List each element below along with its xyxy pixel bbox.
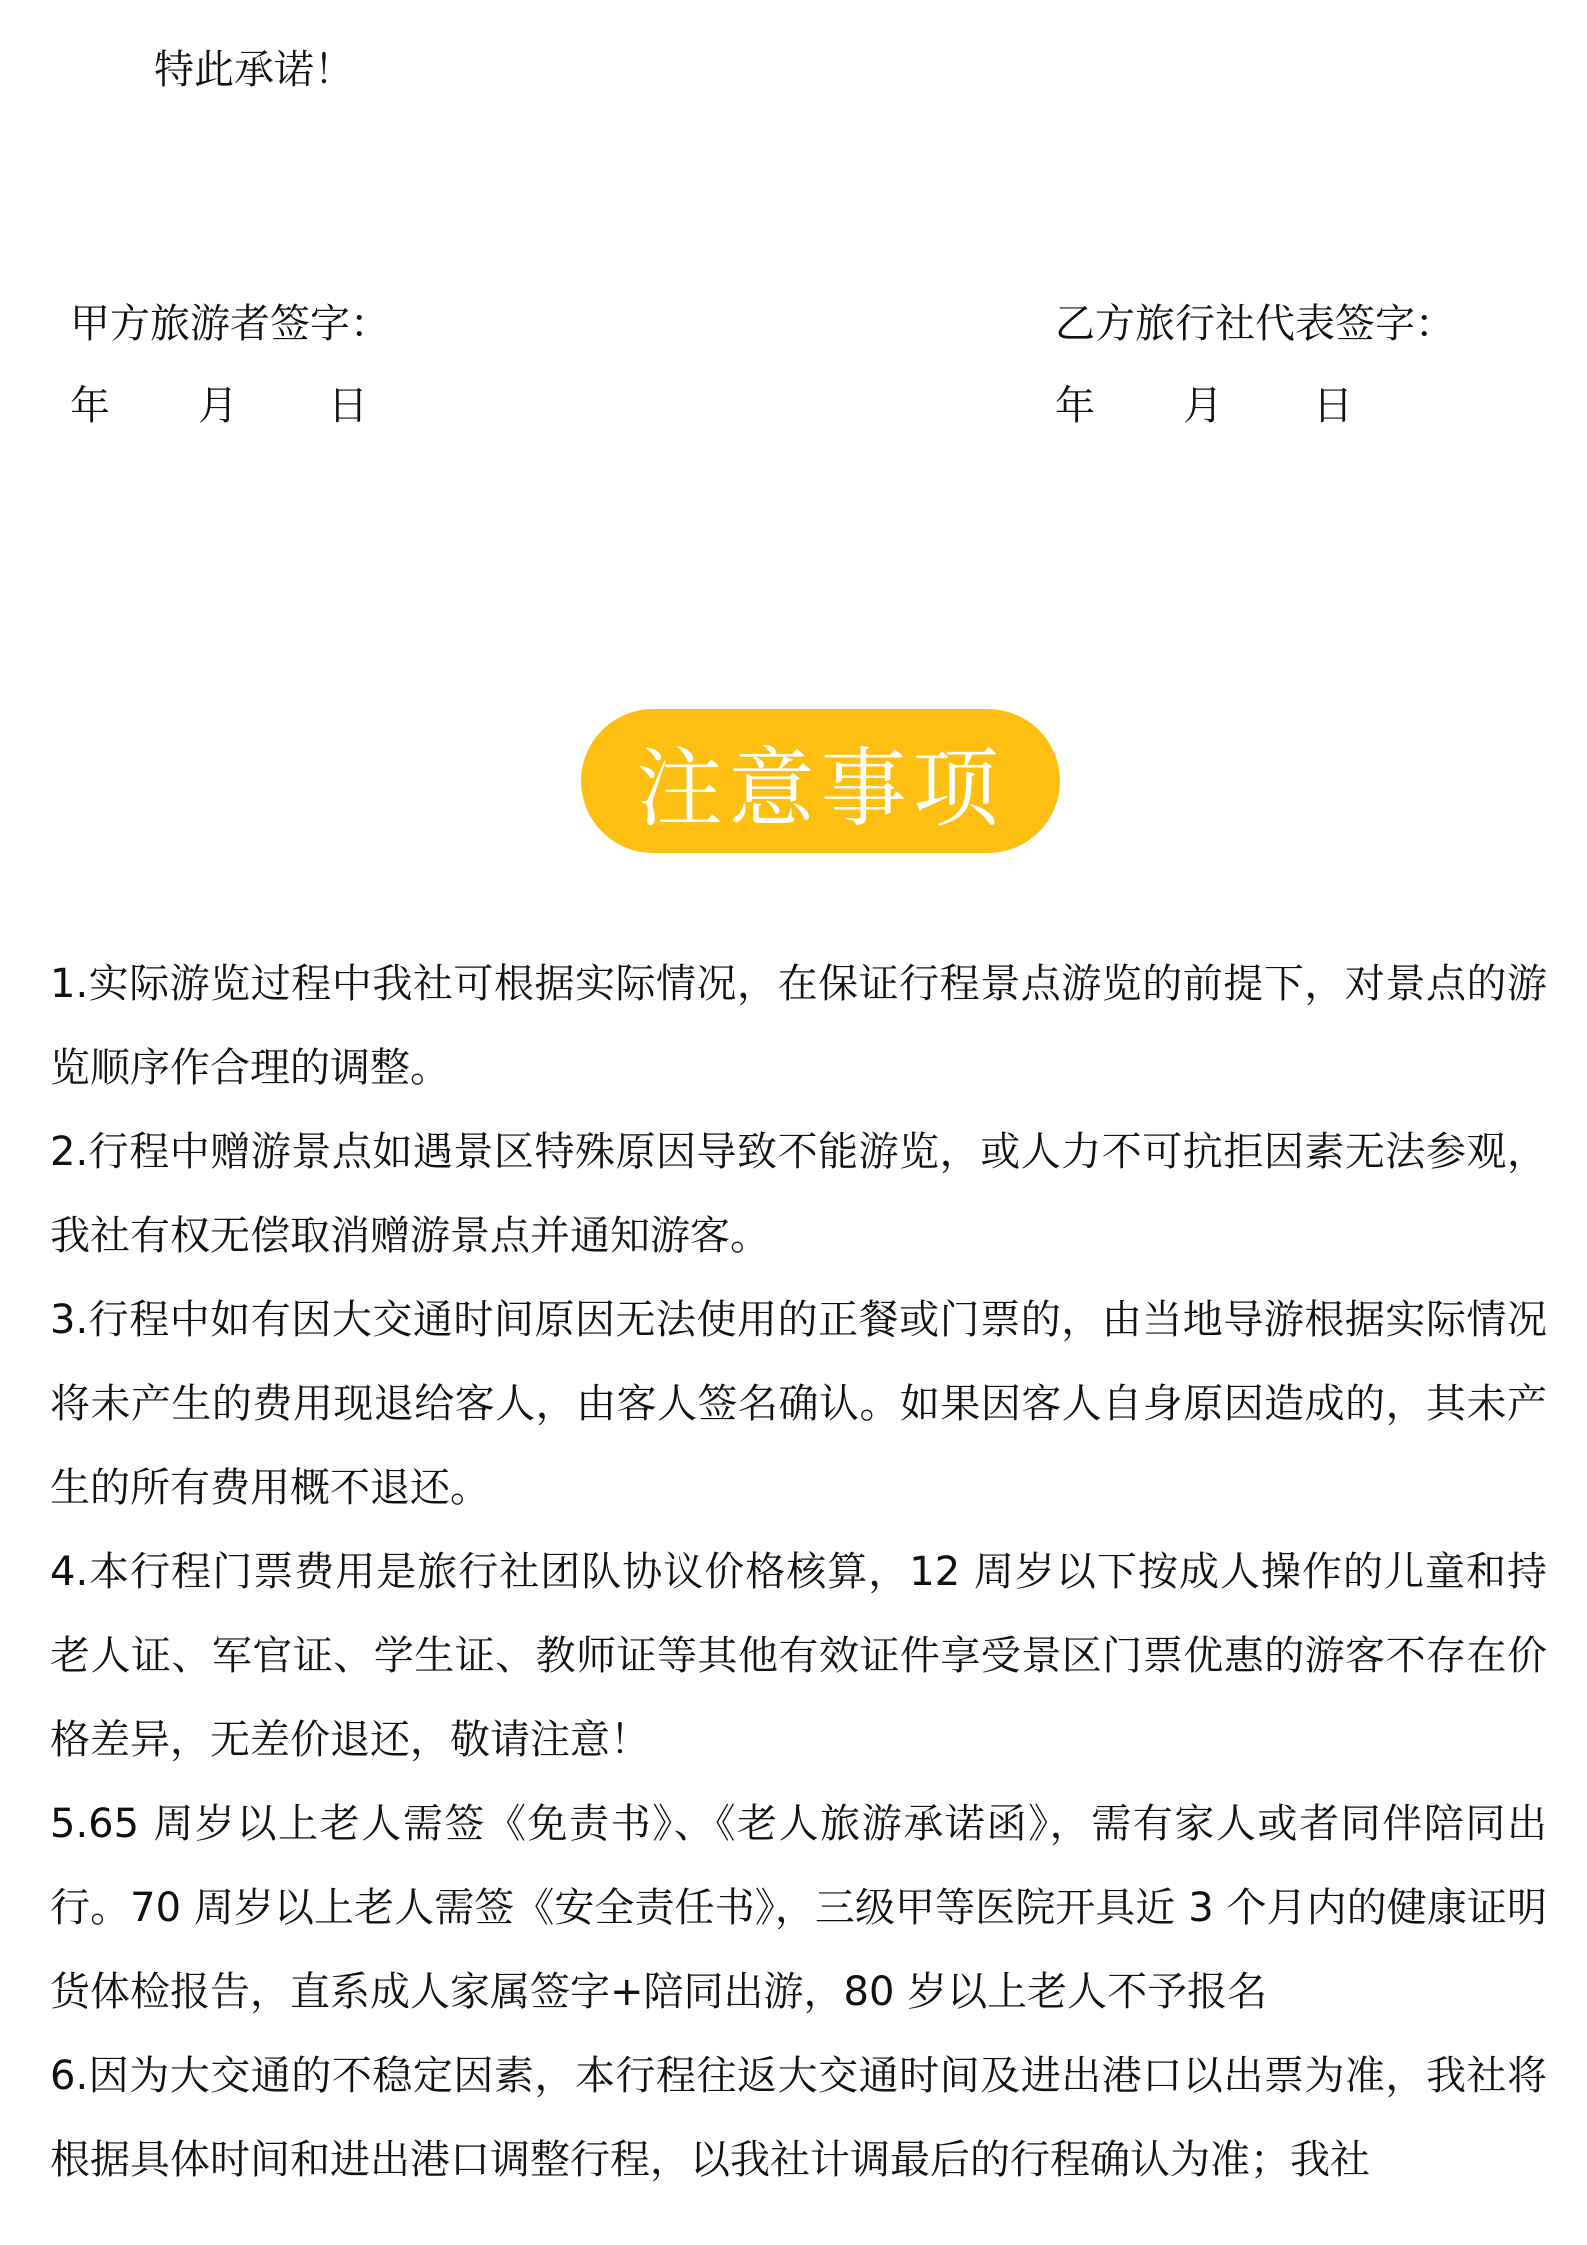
notes-list	[50, 942, 1547, 2202]
section-title: 注意事项	[636, 739, 1005, 839]
party-a-signature-label: 甲方旅游者签字：	[70, 301, 390, 347]
party-b-year-label: 年	[1055, 383, 1095, 429]
note-item-1: 1.实际游览过程中我社可根据实际情况，在保证行程景点游览的前提下，对景点的游览顺序作合理的调整。	[50, 961, 1547, 1091]
note-item-2: 2.行程中赠游景点如遇景区特殊原因导致不能游览，或人力不可抗拒因素无法参观，我社有权无偿取消赠游景点并通知游客。	[50, 1129, 1547, 1259]
party-a-month-label: 月	[198, 383, 238, 429]
note-item-4: 4.本行程门票费用是旅行社团队协议价格核算，12 周岁以下按成人操作的儿童和持老人证、军官证、学生证、教师证等其他有效证件享受景区门票优惠的游客不存在价格差异，无差价退还，敬请注意！	[50, 1549, 1547, 1763]
party-b-date-row	[1055, 378, 1455, 434]
party-b-signature-label: 乙方旅行社代表签字：	[1055, 301, 1455, 347]
note-item-3: 3.行程中如有因大交通时间原因无法使用的正餐或门票的，由当地导游根据实际情况将未产生的费用现退给客人，由客人签名确认。如果因客人自身原因造成的，其未产生的所有费用概不退还。	[50, 1297, 1547, 1511]
party-b-month-label: 月	[1183, 383, 1223, 429]
note-item-5: 5.65 周岁以上老人需签《免责书》、《老人旅游承诺函》，需有家人或者同伴陪同出行。70 周岁以上老人需签《安全责任书》，三级甲等医院开具近 3 个月内的健康证明货体检报告，直系成人家属签字+陪同出游，80 岁以上老人不予报名	[50, 1801, 1547, 2015]
note-item-6: 6.因为大交通的不稳定因素，本行程往返大交通时间及进出港口以出票为准，我社将根据具体时间和进出港口调整行程，以我社计调最后的行程确认为准；我社	[50, 2053, 1547, 2183]
party-a-signature-block	[70, 296, 390, 434]
party-a-day-label: 日	[328, 383, 368, 429]
commitment-statement: 特此承诺！	[154, 47, 354, 93]
party-a-date-row	[70, 378, 390, 434]
party-b-signature-block	[1055, 296, 1455, 434]
party-a-year-label: 年	[70, 383, 110, 429]
party-b-day-label: 日	[1313, 383, 1353, 429]
section-title-badge	[581, 709, 1060, 853]
